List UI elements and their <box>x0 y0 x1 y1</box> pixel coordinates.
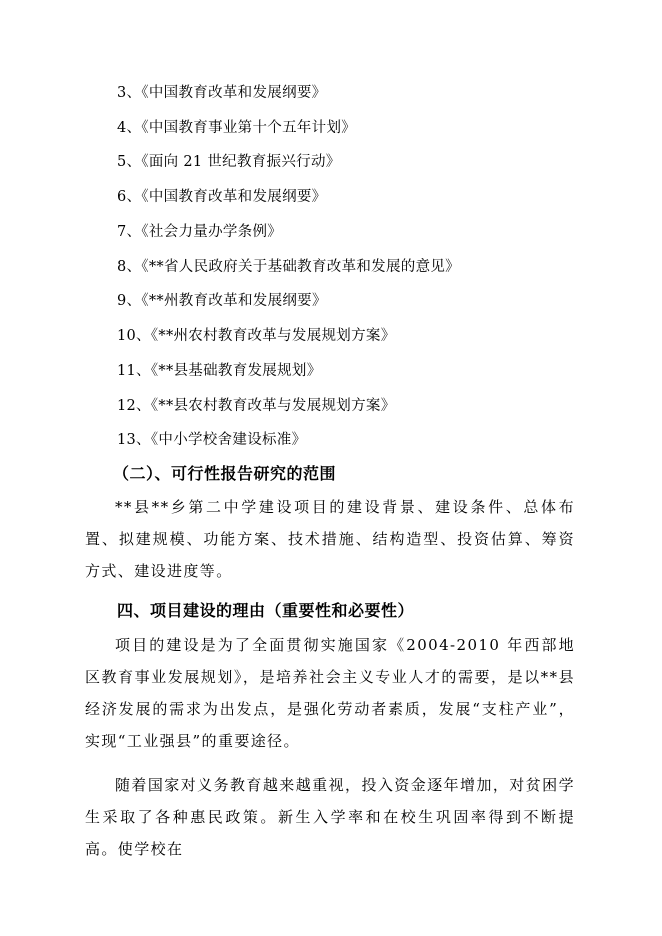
section-four-paragraph-2: 随着国家对义务教育越来越重视，投入资金逐年增加，对贫困学生采取了各种惠民政策。新生入学率和在校生巩固率得到不断提高。使学校在 <box>85 776 575 858</box>
reference-item-7: 7、《社会力量办学条例》 <box>117 224 283 240</box>
reference-item-3: 3、《中国教育改革和发展纲要》 <box>117 85 327 101</box>
reference-item-6: 6、《中国教育改革和发展纲要》 <box>117 189 327 205</box>
reference-item-4: 4、《中国教育事业第十个五年计划》 <box>117 120 357 136</box>
section-four-paragraph-1: 项目的建设是为了全面贯彻实施国家《2004-2010 年西部地区教育事业发展规划》，是培养社会主义专业人才的需要，是以**县经济发展的需求为出发点，是强化劳动者素质，发展“支柱产业”，实现“工业强县”的重要途径。 <box>85 636 575 750</box>
reference-item-10: 10、《**州农村教育改革与发展规划方案》 <box>117 328 396 344</box>
reference-item-9: 9、《**州教育改革和发展纲要》 <box>117 293 327 309</box>
reference-item-5: 5、《面向 21 世纪教育振兴行动》 <box>117 154 341 170</box>
reference-item-13: 13、《中小学校舍建设标准》 <box>117 432 307 448</box>
section-scope-paragraph: **县**乡第二中学建设项目的建设背景、建设条件、总体布置、拟建规模、功能方案、技术措施、结构造型、投资估算、筹资方式、建设进度等。 <box>85 498 575 580</box>
reference-item-12: 12、《**县农村教育改革与发展规划方案》 <box>117 398 396 414</box>
reference-item-11: 11、《**县基础教育发展规划》 <box>117 363 322 379</box>
reference-item-8: 8、《**省人民政府关于基础教育改革和发展的意见》 <box>117 259 460 275</box>
section-scope-heading: （二）、可行性报告研究的范围 <box>113 464 337 483</box>
section-four-heading: 四、项目建设的理由（重要性和必要性） <box>117 601 415 620</box>
